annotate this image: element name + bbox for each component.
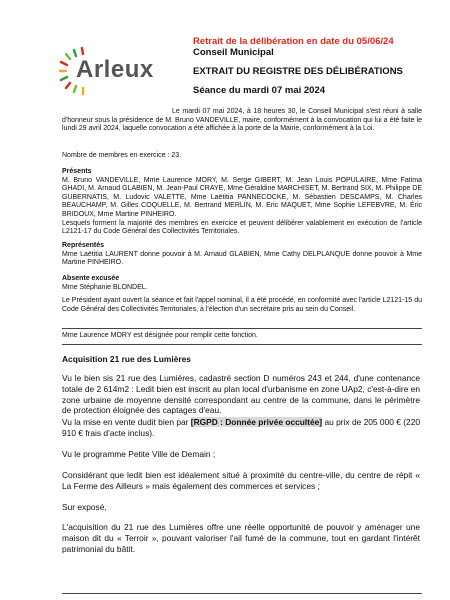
acquisition-paragraph-2: Vu la mise en vente dudit bien par [RGPD : Donnée privée occultée] au prix de 205 000 € (220 910 € frais d'acte inclus). [62,417,421,438]
extrait-title: EXTRAIT DU REGISTRE DES DÉLIBÉRATIONS [193,66,403,77]
divider-middle [62,344,422,345]
quorum-text: Lesquels forment la majorité des membres en exercice et peuvent délibérer valablement en exécution de l'article L2121-17 du Code Général des Collectivités Territoriales. [62,219,422,236]
absente-text: Mme Stéphanie BLONDEL. [62,283,148,291]
absente-label: Absente excusée [62,275,120,282]
retrait-notice: Retrait de la délibération en date du 05/06/24 [193,36,394,47]
presents-section [62,168,422,237]
nb-membres: Nombre de membres en exercice : 23. [62,152,182,159]
presents-label: Présents [62,168,92,175]
conseil-title: Conseil Municipal [193,47,274,58]
president-paragraph: Le Président ayant ouvert la séance et fait l'appel nominal, il a été procédé, en conformité avec l'article L2121-15 du Code Général des Collectivités Territoriales, à l'élection d'un secrétaire pris au sein du Conseil. [62,297,422,313]
presents-list: M. Bruno VANDEVILLE, Mme Laurence MORY, M. Serge GIBERT, M. Jean Louis POPULAIRE, Mme Fatima GHADI, M. Arnaud GLABIEN, M. Jean-Paul CRAYE, Mme Géraldine MARCHISET, M. Bertrand SIX, M. Philippe DE GUBERNATIS, M. Ludovic VALETTE, Mme Laëtitia PANNECOCKE, M. Sébastien DESCAMPS, M. Charles BEAUCHAMP, M. Gilles COQUELLE, M. Bertrand MERLIN, M. Eric MAQUET, Mme Sophie LEFEBVRE, M. Éric BRIDOUX, Mme Martine PINHEIRO. [62,176,422,218]
secretaire-text: Mme Laurence MORY est désignée pour remplir cette fonction. [62,332,258,339]
representes-text: Mme Laëtitia LAURENT donne pouvoir à M. Arnaud GLABIEN, Mme Cathy DELPLANQUE donne pouvoir à Mme Martine PINHEIRO. [62,250,422,267]
intro-paragraph: Le mardi 07 mai 2024, à 18 heures 30, le Conseil Municipal s'est réuni à salle d'honneur sous la présidence de M. Bruno VANDEVILLE, maire, conformément à la convocation qui lui a été faite le lundi 29 avril 2024, laquelle convocation a été affichée à la porte de la Mairie, conformément à la Loi. [62,108,422,133]
divider-top [62,328,422,329]
seance-date: Séance du mardi 07 mai 2024 [193,85,326,96]
representes-label: Représentés [62,242,105,249]
acquisition-title: Acquisition 21 rue des Lumières [62,354,191,364]
acquisition-paragraph-4: Considérant que ledit bien est idéalement situé à proximité du centre-ville, du centre de répit « La Ferme des Ailleurs » mais également des commerces et services ; [62,470,420,491]
acquisition-paragraph-6: L'acquisition du 21 rue des Lumières offre une réelle opportunité de pouvoir y aménager une maison dit du « Terroir », pouvant valoriser l'ail fumé de la commune, tout en gardant l'intérêt patrimonial du bâtit. [62,522,420,554]
logo-wordmark: Arleux [76,56,154,83]
document-header [193,36,433,96]
absente-section [62,275,422,292]
acquisition-paragraph-1: Vu le bien sis 21 rue des Lumières, cadastré section D numéros 243 et 244, d'une contenance totale de 2 614m2 : Ledit bien est inscrit au plan local d'urbanisme en zone UAp2, c'est-à-dire en zone urbaine de moyenne densité correspondant au centre de la commune, dans le périmètre de protection éloignée des captages d'eau. [62,373,420,416]
arleux-logo [58,44,178,102]
representes-section [62,242,422,268]
redacted-text: [RGPD : Donnée privée occultée] [190,417,323,427]
acquisition-paragraph-3: Vu le programme Petite Ville de Demain ; [62,449,216,459]
divider-bottom [62,593,422,594]
acquisition-paragraph-5: Sur exposé, [62,502,107,512]
